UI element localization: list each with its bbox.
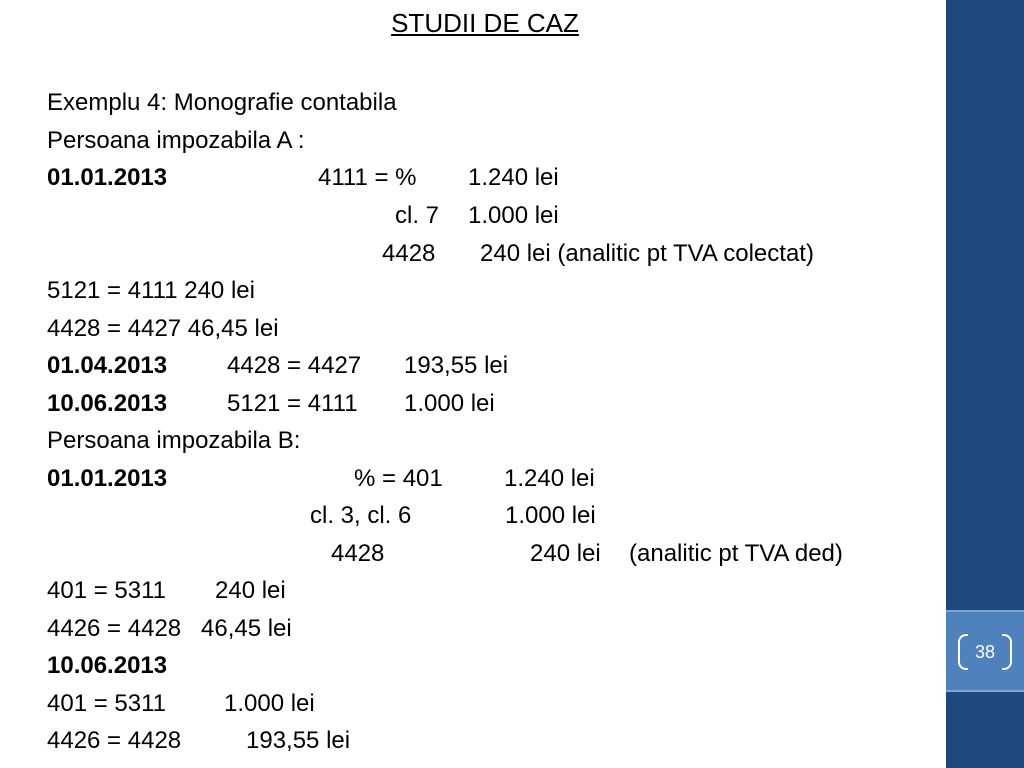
- entry-date: 01.01.2013: [47, 465, 168, 492]
- entry-date: 01.04.2013: [47, 352, 168, 379]
- entry-accounts: cl. 3, cl. 6: [310, 502, 412, 529]
- entry-amount: 240 lei: [215, 577, 286, 604]
- entry-accounts: 401 = 5311: [47, 690, 167, 717]
- entry-accounts: 401 = 5311: [47, 577, 167, 604]
- entry-row: [47, 351, 927, 381]
- entry-date: 10.06.2013: [47, 652, 168, 679]
- entry-amount: 240 lei (analitic pt TVA colectat): [480, 240, 814, 267]
- entry-amount: 1.240 lei: [468, 164, 559, 191]
- entry-row: [47, 239, 927, 269]
- entry-row: [47, 464, 927, 494]
- entry-row: [47, 539, 927, 569]
- entry-accounts: 5121 = 4111: [227, 390, 358, 417]
- sidebar-divider: [946, 690, 1024, 692]
- entry-amount: 46,45 lei: [201, 615, 292, 642]
- entry-row: [47, 726, 927, 756]
- entry-note: (analitic pt TVA ded): [629, 540, 843, 567]
- entry-row: [47, 163, 927, 193]
- entry-amount: 1.000 lei: [404, 390, 495, 417]
- entry-amount: 240 lei: [530, 540, 601, 567]
- entry-accounts: cl. 7: [395, 202, 440, 229]
- entry-row: [47, 614, 927, 644]
- page-number-badge: [946, 612, 1024, 690]
- entry-row: [47, 389, 927, 419]
- entry-amount: 193,55 lei: [246, 727, 351, 754]
- entry-accounts: 4426 = 4428: [47, 615, 182, 642]
- entry-accounts: 4111 = %: [318, 164, 417, 191]
- entry-date: 10.06.2013: [47, 390, 168, 417]
- entry-row: 4428 = 4427 46,45 lei: [47, 315, 279, 342]
- entry-amount: 1.000 lei: [505, 502, 596, 529]
- entry-row: [47, 201, 927, 231]
- entry-row: 5121 = 4111 240 lei: [47, 277, 255, 304]
- section-a-heading: Persoana impozabila A :: [47, 127, 305, 154]
- entry-accounts: % = 401: [354, 465, 443, 492]
- entry-row: [47, 501, 927, 531]
- section-b-heading: Persoana impozabila B:: [47, 427, 301, 454]
- entry-accounts: 4428: [331, 540, 385, 567]
- entry-amount: 1.000 lei: [224, 690, 315, 717]
- entry-row: [47, 689, 927, 719]
- slide-title: STUDII DE CAZ: [391, 8, 579, 38]
- entry-row: [47, 576, 927, 606]
- example-heading: Exemplu 4: Monografie contabila: [47, 89, 397, 116]
- entry-date: 01.01.2013: [47, 164, 168, 191]
- entry-amount: 1.000 lei: [468, 202, 559, 229]
- entry-amount: 193,55 lei: [404, 352, 509, 379]
- entry-accounts: 4428 = 4427: [227, 352, 362, 379]
- entry-accounts: 4426 = 4428: [47, 727, 182, 754]
- entry-accounts: 4428: [382, 240, 436, 267]
- entry-amount: 1.240 lei: [504, 465, 595, 492]
- page-number: 38: [974, 642, 996, 662]
